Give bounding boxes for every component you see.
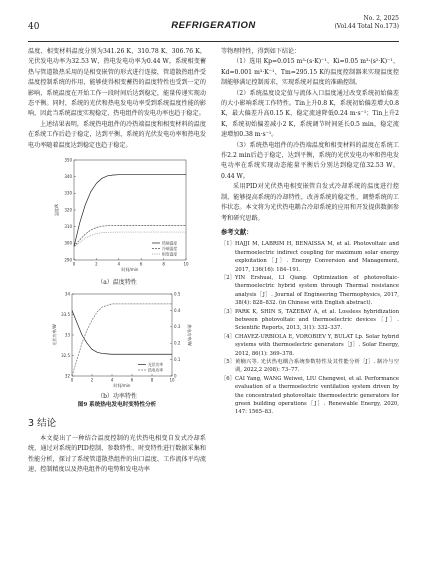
conclusion-item-3: （3）系统热电组件的冷热端温度和相变材料的温度在系统工作2.2 min后趋于稳定，达到平衡，系统的光伏发电功率和热电发电功率在系统实现动态能量平衡后分别达到稳定值32.53 W、0.44 W。 (221, 141, 399, 180)
figure-b-label: （b）功率特性 (97, 393, 137, 401)
conclusion-item-1: （1）选用 Kp=0.015 m³·(s·K)⁻¹、Ki=0.05 m³·(s²·K)⁻¹、Kd=0.001 m³·K⁻¹、Tm=295.15 K的温度控制器来实现温度控制能够满足控制需求，实现系统对温度的准确控制。 (221, 58, 399, 87)
reference-item (221, 240, 399, 274)
y2-tick-label: 0.2 (174, 340, 181, 346)
y-tick-label: 33 (64, 332, 70, 338)
x-tick-label: 2 (90, 377, 94, 383)
y-tick-label: 310 (64, 224, 72, 230)
reference-item (221, 358, 399, 375)
figure-a (28, 154, 206, 287)
right-column (221, 47, 399, 417)
reference-item (221, 308, 399, 333)
y-tick-label: 32.5 (61, 352, 70, 358)
reference-number: ［5］ (221, 359, 235, 365)
reference-text: YIN Ershuai, LI Qiang. Optimization of photovoltaic-thermoelectric hybrid system through Thermal resistance analysis［J］. Journal of Engineering Thermophysics, 2017, 38(4): 828–832. (in Chinese with English abstract). (234, 274, 399, 307)
y-tick-label: 320 (64, 207, 72, 213)
issue-info (334, 15, 399, 31)
reference-text: CAI Yang, WANG Weiwei, LIU Chengwei, et al. Performance evaluation of a thermoelectric ventilation system driven by the concentrated photovoltaic thermoelectric generators for green building operations［J］. Renewable Energy, 2020, 147: 1565–83. (234, 375, 399, 416)
reference-text: CHAVEZ-URBIOLA E, VOROBIEV Y, BULAT Lp. Solar hybrid systems with thermoelectric generators［J］. Solar Energy, 2012, 86(1): 369–378. (234, 333, 399, 357)
y-tick-label: 300 (64, 240, 72, 246)
conclusion-paragraph: 本文提出了一种结合温度控制的光伏热电相变自发式冷却系统，通过对系统的PID控制、参数特性、时变特性进行数据采集和性能分析，探讨了系统管道散热组件的出口温度、工作流体平均流速、控制精度以及热电组件的电势和发电功率 (28, 435, 206, 474)
reference-text: HAJJI M, LABRIM H, BENAISSA M, et al. Photovoltaic and thermoelectric indirect coupling for maximum solar energy exploitation［J］. Energy Conversion and Management, 2017, 136(16): 184–191. (234, 241, 399, 273)
reference-item (221, 333, 399, 358)
y-tick-label: 33.5 (61, 311, 70, 317)
reference-item (221, 375, 399, 417)
legend-label: 热电功率 (148, 367, 164, 373)
body-paragraph: 温度、相变材料温度分别为341.26 K、310.78 K、306.76 K，光伏发电功率为32.53 W，热电发电功率为0.44 W。系统相变蓄热与管道散热采用的是相变嵌管的形式进行连接，管道散热组件受温度控制系统的作用，能够使得相变蓄热的温度特性也受到一定的影响，系统温度在开始工作一段时间后达到稳定，能量传递实现动态平衡。同时，系统的光伏和热电发电功率受到系统温度性能的影响，因此当系统温度实现稳定，热电组件的发电功率也趋于稳定。 (28, 48, 206, 118)
series-line-1 (74, 175, 186, 247)
reference-text: PARK K, SHIN S, TAZEBAY A, et al. Lossless hybridization between photovoltaic and thermoelectric devices［J］. Scientific Reports, 2013, 3(1): 332–337. (234, 308, 399, 332)
body-paragraph: 等物理特性，得到如下结论： (221, 48, 301, 55)
reference-text: 黄楠兴等. 光伏热电耦合系统参数特性及其性能分析［J］. 制冷与空调, 2022,2 2(08): 73–77. (234, 359, 399, 374)
summary-paragraph: 采用PID对光伏热电相变嵌管自发式冷却系统的温度进行控制，能够提高系统的冷却特性，改善系统的稳定性，调整系统的工作状态。本文将为光伏热电耦合冷却系统的应用和开发提供数据参考和研究思路。 (221, 183, 399, 222)
x-tick-label: 8 (162, 261, 165, 267)
y2-tick-label: 0.4 (174, 307, 181, 313)
legend-label: 光伏功率 (148, 361, 164, 367)
figure-b (28, 290, 206, 410)
reference-number: ［6］ (221, 375, 235, 382)
x-tick-label: 0 (70, 377, 74, 383)
x-tick-label: 8 (150, 377, 154, 383)
y2-tick-label: 0.1 (174, 357, 181, 363)
power-chart (28, 290, 206, 392)
legend-label: 热端温度 (162, 240, 178, 246)
x-tick-label: 0 (72, 261, 76, 267)
y-tick-label: 290 (64, 257, 72, 263)
left-column (28, 47, 206, 476)
figure-caption: 图9 系统热电发电时变特性分析 (77, 402, 157, 409)
y2-tick-label: 0.5 (174, 291, 181, 297)
x-tick-label: 6 (139, 261, 143, 267)
y-axis-title: 温度/K (54, 204, 59, 217)
reference-number: ［2］ (221, 274, 235, 281)
x-tick-label: 10 (169, 377, 175, 383)
page-header (28, 14, 399, 40)
y-axis-title: 光伏功率/W (52, 324, 57, 346)
y-tick-label: 330 (64, 190, 72, 196)
volume-info: (Vol.44 Total No.173) (334, 23, 399, 30)
reference-item (221, 274, 399, 308)
temperature-chart (28, 154, 206, 278)
issue-number: No. 2, 2025 (363, 15, 399, 22)
x-tick-label: 6 (130, 377, 134, 383)
body-paragraph: 上述结果表明，系统热电组件的冷热端温度和相变材料的温度在系统工作后趋于稳定，达到平衡，系统的光伏发电功率和热电发电功率随着温度达到稳定也趋于稳定。 (28, 120, 206, 149)
y-tick-label: 340 (64, 174, 72, 180)
x-tick-label: 10 (183, 261, 189, 267)
journal-name: REFRIGERATION (171, 20, 256, 31)
reference-number: ［4］ (221, 333, 235, 340)
figure-a-label: （a）温度特性 (97, 279, 137, 287)
x-tick-label: 4 (117, 261, 121, 267)
y-tick-label: 34 (64, 291, 70, 297)
y2-axis-title: 热电功率/W (187, 324, 192, 346)
conclusion-item-2: （2）系统温度设定值与流体入口温度通过改变系统初始偏差的大小影响系统工作特性。Tin上升0.8 K，系统初始偏差增大0.8 K，最大偏差升高0.15 K，稳定流速降低0.24 m·s⁻¹；Tin上升2 K，系统初始偏差减小2 K，系统调节时间延长0.5 min，稳定流速增加0.38 m·s⁻¹。 (221, 89, 399, 139)
x-tick-label: 2 (95, 261, 98, 267)
header-rule (28, 41, 399, 42)
y2-tick-label: 0 (174, 373, 177, 379)
reference-number: ［1］ (221, 241, 235, 248)
legend-label: 冷端温度 (162, 245, 178, 251)
x-axis-title: 时间/min (121, 267, 139, 273)
x-axis-title: 时间/min (113, 383, 131, 389)
y2-tick-label: 0.3 (174, 324, 181, 330)
series-line-1 (72, 310, 172, 354)
legend-label: 相变温度 (162, 251, 178, 257)
y-tick-label: 32 (64, 373, 70, 379)
y-tick-label: 350 (64, 157, 72, 163)
references-title: 参考文献： (221, 228, 253, 236)
reference-list (221, 240, 399, 417)
section-heading: 3 结论 (28, 418, 57, 430)
x-tick-label: 4 (110, 377, 114, 383)
page-number: 40 (28, 22, 40, 32)
reference-number: ［3］ (221, 308, 235, 315)
